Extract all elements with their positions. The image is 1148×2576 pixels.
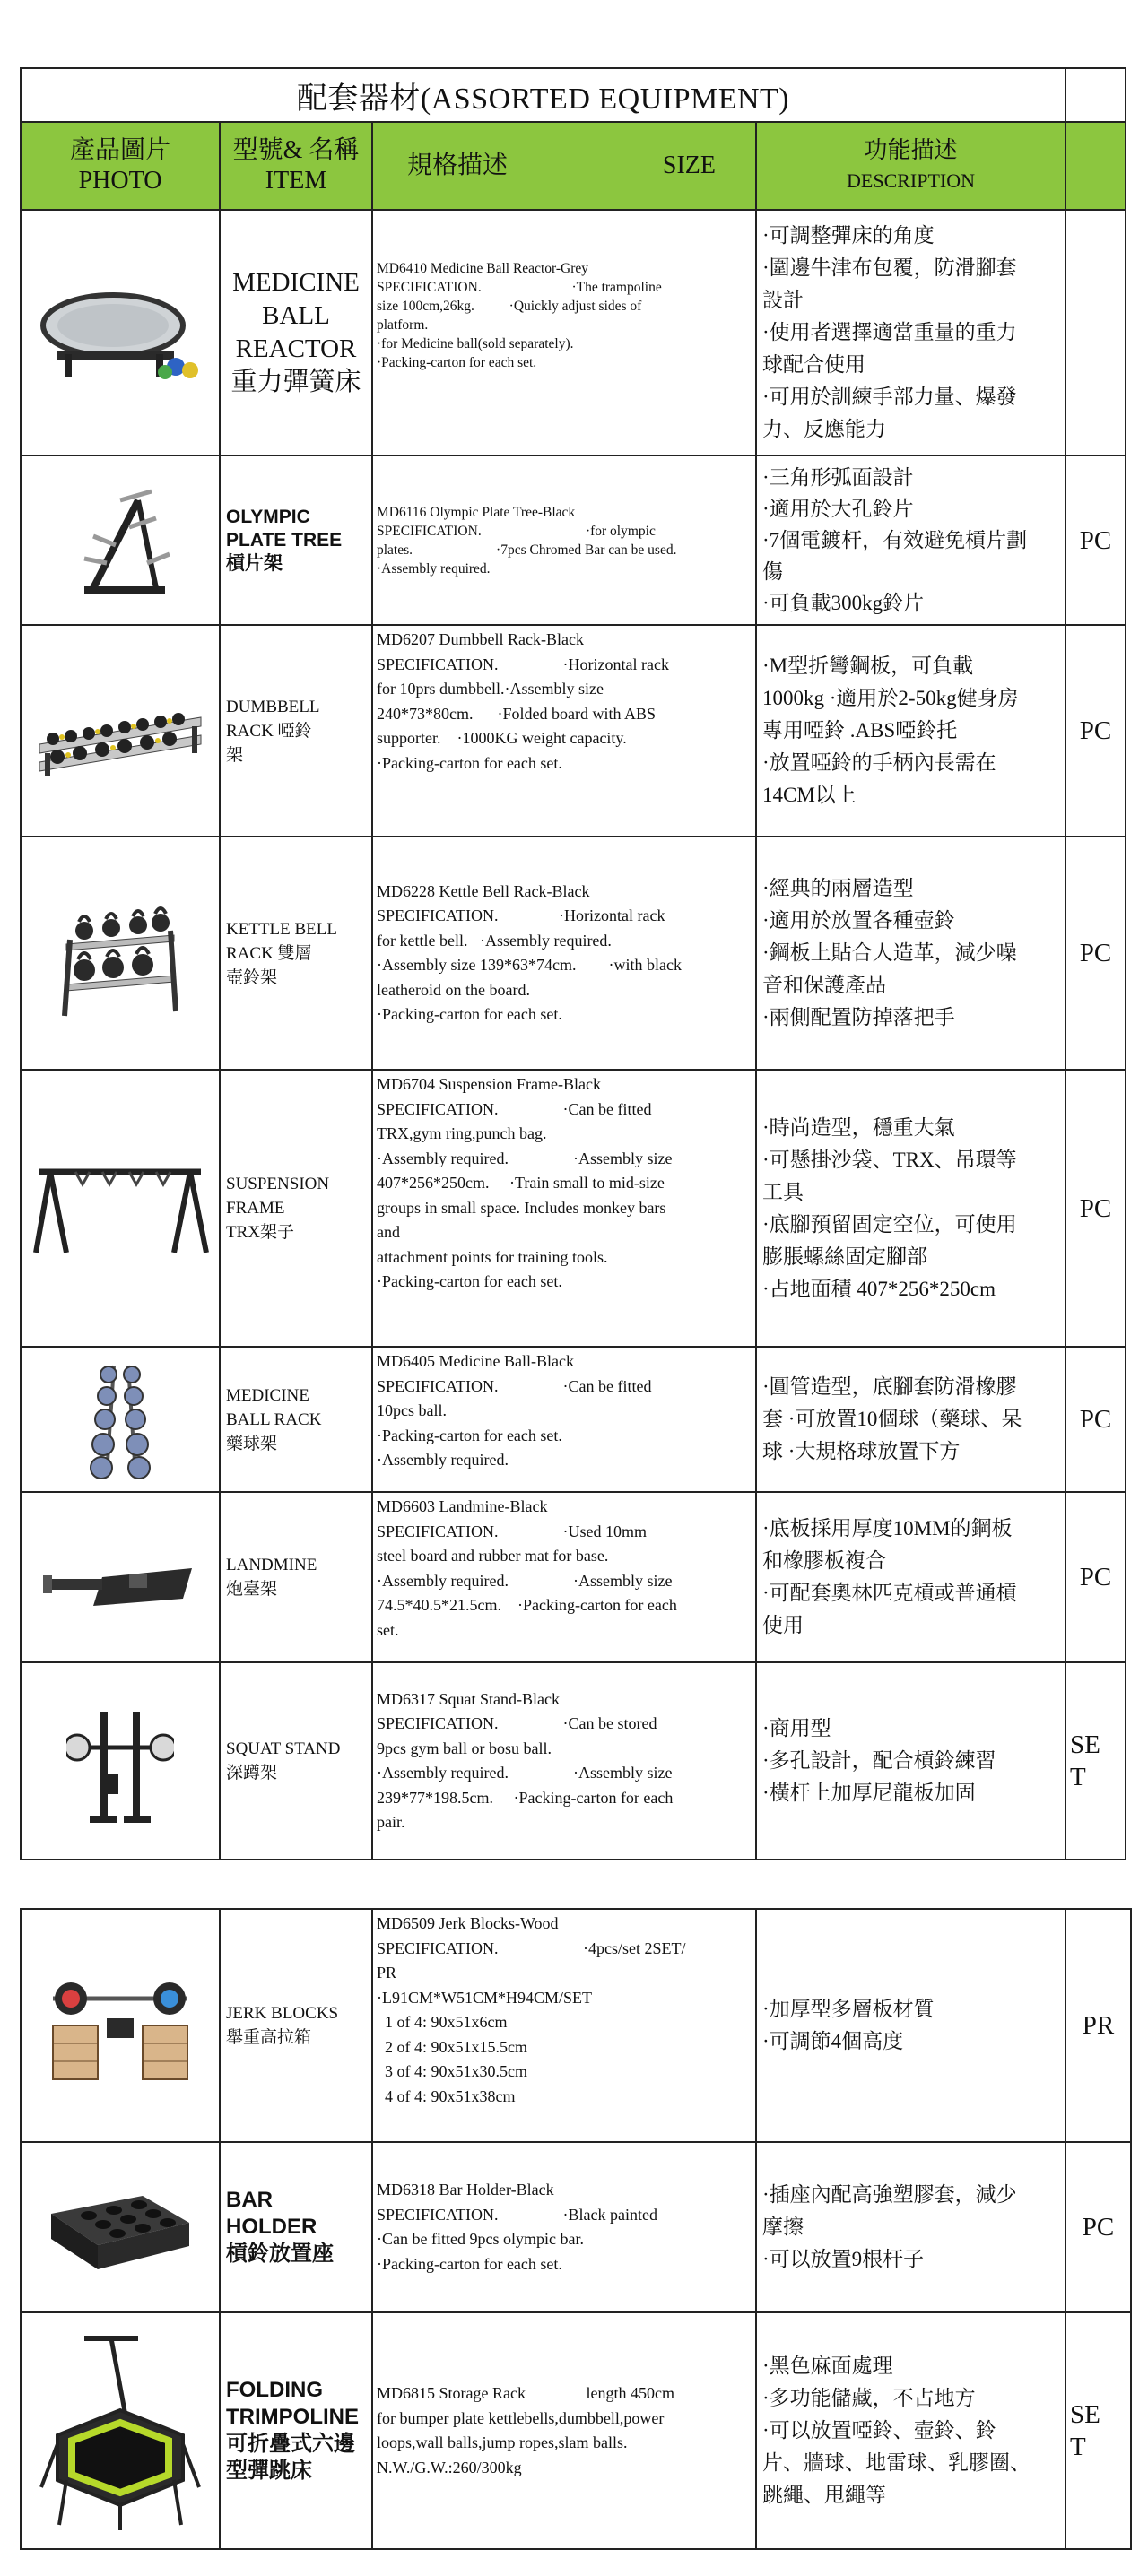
unit-cell: PC (1065, 1347, 1126, 1492)
item-cell (220, 210, 372, 455)
desc-line: 球 ·大規格球放置下方 (762, 1440, 961, 1462)
desc-cell (756, 2312, 1065, 2549)
item-line: TRIMPOLINE (226, 2405, 359, 2429)
item-line: KETTLE BELL (226, 919, 337, 939)
spec-line: plates. ·7pcs Chromed Bar can be used. (377, 542, 677, 558)
item-line: OLYMPIC (226, 506, 310, 527)
spec-line: ·Packing-carton for each set. (377, 1426, 562, 1444)
item-line: TRX架子 (226, 1223, 295, 1242)
header-desc-en: DESCRIPTION (847, 169, 976, 192)
plate-tree-image (66, 482, 174, 599)
item-line: 型彈跳床 (226, 2459, 312, 2483)
desc-line: 套 ·可放置10個球（藥球、呆 (762, 1408, 1022, 1430)
spec-line: MD6318 Bar Holder-Black (377, 2181, 554, 2199)
header-row (21, 122, 1126, 210)
medicine-ball-rack-image (80, 1357, 161, 1482)
item-line: PLATE TREE (226, 529, 343, 551)
item-line: 可折疊式六邊 (226, 2432, 355, 2456)
desc-line: ·黑色麻面處理 (762, 2355, 893, 2377)
item-line: DUMBBELL (226, 697, 320, 716)
item-line: LANDMINE (226, 1556, 317, 1574)
spec-line: 4 of 4: 90x51x38cm (377, 2086, 516, 2105)
table-row (21, 1492, 1126, 1662)
desc-line: 片、牆球、地雷球、乳膠圈、 (762, 2451, 1031, 2474)
desc-line: ·適用於放置各種壺鈴 (762, 909, 955, 932)
unit-cell: PR (1065, 1909, 1131, 2142)
spec-cell (372, 1347, 756, 1492)
spec-line: for kettle bell. ·Assembly required. (377, 931, 612, 950)
desc-cell (756, 455, 1065, 625)
desc-line: 音和保護產品 (762, 974, 886, 996)
item-line: MEDICINE (232, 268, 360, 297)
spec-line: pair. (377, 1813, 405, 1831)
spec-line: SPECIFICATION. ·Can be stored (377, 1714, 657, 1732)
unit-cell: SE T (1065, 2312, 1131, 2549)
spec-line: 3 of 4: 90x51x30.5cm (377, 2062, 527, 2080)
desc-line: 摩擦 (762, 2216, 804, 2238)
spec-cell (372, 1662, 756, 1860)
spec-line: SPECIFICATION. ·Horizontal rack (377, 906, 665, 924)
spec-line: loops,wall balls,jump ropes,slam balls. (377, 2433, 628, 2451)
spec-line: MD6410 Medicine Ball Reactor-Grey (377, 261, 588, 276)
desc-line: ·圍邊牛津布包覆，防滑腳套 (762, 256, 1017, 279)
item-line: 炮臺架 (226, 1580, 278, 1599)
desc-line: ·7個電鍍杆，有效避免槓片劃 (762, 529, 1028, 551)
desc-cell (756, 625, 1065, 837)
desc-line: 球配合使用 (762, 353, 865, 376)
kettlebell-rack-image (57, 886, 183, 1020)
jerk-blocks-image (44, 1963, 196, 2088)
desc-line: ·可配套奧林匹克槓或普通槓 (762, 1582, 1017, 1604)
item-line: RACK 雙層 (226, 943, 312, 963)
header-desc-zh: 功能描述 (864, 137, 958, 163)
spec-cell (372, 1492, 756, 1662)
spec-line: MD6317 Squat Stand-Black (377, 1689, 560, 1708)
spec-line: MD6207 Dumbbell Rack-Black (377, 630, 584, 648)
desc-line: 設計 (762, 289, 804, 311)
header-spec-zh: 規格描述 (407, 152, 509, 179)
desc-cell (756, 1492, 1065, 1662)
unit-cell: PC (1065, 1070, 1126, 1347)
spec-line: SPECIFICATION. ·Can be fitted (377, 1376, 652, 1395)
spec-line: MD6815 Storage Rack length 450cm (377, 2384, 674, 2402)
product-photo (21, 210, 220, 455)
desc-cell (756, 837, 1065, 1070)
item-line: SUSPENSION (226, 1175, 330, 1193)
item-line: FRAME (226, 1199, 285, 1218)
product-photo (21, 1347, 220, 1492)
blank-cell (1065, 68, 1126, 122)
spec-line: ·L91CM*W51CM*H94CM/SET (377, 1988, 593, 2007)
desc-line: 使用 (762, 1614, 804, 1636)
table-row (21, 2312, 1131, 2549)
header-photo-zh: 產品圖片 (69, 136, 170, 164)
desc-line: ·底腳預留固定空位，可使用 (762, 1212, 1017, 1236)
desc-line: ·三角形弧面設計 (762, 466, 914, 489)
desc-line: 跳繩、甩繩等 (762, 2484, 886, 2506)
table-row (21, 837, 1126, 1070)
spec-line: MD6228 Kettle Bell Rack-Black (377, 881, 590, 900)
spec-line: 9pcs gym ball or bosu ball. (377, 1739, 552, 1757)
desc-cell (756, 210, 1065, 455)
spec-line: ·Assembly required. (377, 560, 491, 577)
header-item-zh: 型號& 名稱 (232, 136, 360, 164)
spec-line: size 100cm,26kg. ·Quickly adjust sides of (377, 299, 642, 314)
item-line: MEDICINE (226, 1385, 309, 1405)
spec-line: 1 of 4: 90x51x6cm (377, 2013, 508, 2031)
desc-line: ·可調節4個高度 (762, 2030, 904, 2052)
item-cell (220, 625, 372, 837)
spec-line: MD6704 Suspension Frame-Black (377, 1075, 601, 1093)
squat-stand-image (66, 1694, 174, 1828)
spec-line: groups in small space. Includes monkey bars (377, 1198, 666, 1217)
spec-line: leatheroid on the board. (377, 980, 530, 999)
spec-line: ·Assembly size 139*63*74cm. ·with black (377, 956, 682, 974)
folding-trampoline-image (30, 2328, 210, 2534)
spec-line: MD6603 Landmine-Black (377, 1497, 548, 1515)
desc-line: ·底板採用厚度10MM的鋼板 (762, 1517, 1013, 1540)
desc-line: ·可調整彈床的角度 (762, 224, 935, 247)
desc-line: 14CM以上 (762, 784, 857, 806)
spec-line: ·Assembly required. ·Assembly size (377, 1764, 673, 1782)
spec-line: supporter. ·1000KG weight capacity. (377, 729, 627, 747)
product-photo (21, 2142, 220, 2312)
item-line: 重力彈簧床 (230, 368, 361, 396)
desc-cell (756, 1662, 1065, 1860)
spec-line: 74.5*40.5*21.5cm. ·Packing-carton for each (377, 1596, 677, 1614)
table-row (21, 1909, 1131, 2142)
equipment-table-2 (20, 1908, 1132, 2550)
desc-line: 1000kg ·適用於2-50kg健身房 (762, 687, 1019, 709)
spec-cell (372, 2142, 756, 2312)
desc-line: ·圓管造型，底腳套防滑橡膠 (762, 1375, 1017, 1398)
spec-line: SPECIFICATION. ·for olympic (377, 523, 656, 539)
desc-line: ·經典的兩層造型 (762, 877, 914, 899)
desc-line: 力、反應能力 (762, 418, 886, 440)
item-cell (220, 1492, 372, 1662)
item-line: JERK BLOCKS (226, 2004, 339, 2023)
unit-cell: PC (1065, 837, 1126, 1070)
header-photo-en: PHOTO (78, 167, 162, 195)
desc-line: ·多功能儲藏，不占地方 (762, 2387, 976, 2409)
suspension-frame-image (30, 1159, 210, 1258)
item-cell (220, 1347, 372, 1492)
unit-cell: SE T (1065, 1662, 1126, 1860)
unit-cell (1065, 210, 1126, 455)
desc-line: ·時尚造型，穩重大氣 (762, 1115, 955, 1139)
desc-line: ·使用者選擇適當重量的重力 (762, 321, 1017, 343)
desc-line: ·橫杆上加厚尼龍板加固 (762, 1782, 976, 1804)
desc-line: 工具 (762, 1180, 804, 1203)
item-cell (220, 455, 372, 625)
landmine-image (39, 1541, 201, 1613)
desc-cell (756, 1909, 1065, 2142)
item-line: FOLDING (226, 2378, 323, 2402)
header-photo (21, 122, 220, 210)
item-line: HOLDER (226, 2215, 317, 2239)
desc-line: ·放置啞鈴的手柄內長需在 (762, 751, 996, 774)
header-spec-desc (372, 122, 1065, 210)
desc-line: ·商用型 (762, 1717, 831, 1739)
spec-line: ·Packing-carton for each set. (377, 2254, 562, 2273)
spec-line: attachment points for training tools. (377, 1247, 608, 1266)
equipment-table (20, 67, 1126, 1860)
item-line: SQUAT STAND (226, 1739, 341, 1758)
spec-cell (372, 2312, 756, 2549)
spec-line: ·Can be fitted 9pcs olympic bar. (377, 2230, 584, 2248)
table-row (21, 1070, 1126, 1347)
product-photo (21, 1070, 220, 1347)
item-line: 槓鈴放置座 (226, 2242, 334, 2266)
product-photo (21, 1492, 220, 1662)
desc-line: ·可以放置啞鈴、壺鈴、鈴 (762, 2419, 996, 2442)
item-line: 槓片架 (226, 552, 283, 574)
spec-line: 2 of 4: 90x51x15.5cm (377, 2037, 527, 2056)
unit-cell: PC (1065, 1492, 1126, 1662)
spec-cell (372, 837, 756, 1070)
item-cell (220, 1070, 372, 1347)
spec-line: MD6405 Medicine Ball-Black (377, 1352, 574, 1370)
desc-line: ·多孔設計，配合槓鈴練習 (762, 1749, 996, 1772)
spec-line: for bumper plate kettlebells,dumbbell,power (377, 2408, 665, 2427)
item-line: 深蹲架 (226, 1764, 278, 1782)
spec-line: for 10prs dumbbell.·Assembly size (377, 680, 604, 698)
spec-line: SPECIFICATION. ·Horizontal rack (377, 655, 669, 673)
product-photo (21, 1662, 220, 1860)
spec-line: and (377, 1223, 400, 1241)
table-row (21, 2142, 1131, 2312)
spec-line: 239*77*198.5cm. ·Packing-carton for each (377, 1788, 674, 1807)
spec-line: SPECIFICATION. ·Black painted (377, 2205, 657, 2224)
desc-cell (756, 1347, 1065, 1492)
spec-line: SPECIFICATION. ·The trampoline (377, 280, 662, 295)
item-line: 架 (226, 745, 244, 765)
product-photo (21, 2312, 220, 2549)
spec-line: MD6116 Olympic Plate Tree-Black (377, 504, 576, 520)
spec-cell (372, 625, 756, 837)
spec-line: ·Assembly required. ·Assembly size (377, 1149, 673, 1167)
desc-line: ·鋼板上貼合人造革，減少噪 (762, 941, 1017, 964)
spec-line: 407*256*250cm. ·Train small to mid-size (377, 1174, 665, 1192)
item-cell (220, 837, 372, 1070)
desc-line: 膨脹螺絲固定腳部 (762, 1245, 927, 1268)
table-row (21, 455, 1126, 625)
table-row (21, 1662, 1126, 1860)
spec-cell (372, 455, 756, 625)
table-row (21, 1347, 1126, 1492)
desc-cell (756, 1070, 1065, 1347)
spec-line: ·Packing-carton for each set. (377, 753, 562, 772)
product-photo (21, 837, 220, 1070)
trampoline-reactor-image (30, 279, 210, 386)
item-line: 壺鈴架 (226, 967, 278, 987)
item-line: BAR (226, 2188, 273, 2212)
spec-line: PR (377, 1964, 397, 1982)
spec-line: ·Assembly required. (377, 1451, 509, 1469)
header-size: SIZE (662, 152, 716, 179)
desc-line: ·占地面積 407*256*250cm (762, 1277, 996, 1300)
desc-line: 專用啞鈴 .ABS啞鈴托 (762, 719, 958, 742)
desc-line: ·插座內配高強塑膠套，減少 (762, 2183, 1017, 2206)
table-row (21, 210, 1126, 455)
item-line: REACTOR (235, 334, 357, 363)
spec-line: ·Packing-carton for each set. (377, 1005, 562, 1023)
unit-cell: PC (1065, 2142, 1131, 2312)
header-unit (1065, 122, 1126, 210)
spec-line: 240*73*80cm. ·Folded board with ABS (377, 704, 656, 723)
unit-cell: PC (1065, 625, 1126, 837)
spec-line: SPECIFICATION. ·Used 10mm (377, 1522, 648, 1540)
spec-line: ·Assembly required. ·Assembly size (377, 1571, 673, 1590)
desc-cell (756, 2142, 1065, 2312)
item-cell (220, 1662, 372, 1860)
header-item (220, 122, 372, 210)
item-cell (220, 2312, 372, 2549)
spec-line: steel board and rubber mat for base. (377, 1547, 609, 1565)
header-item-en: ITEM (265, 167, 327, 195)
desc-line: 和橡膠板複合 (762, 1549, 886, 1572)
item-cell (220, 2142, 372, 2312)
desc-line: ·可以放置9根杆子 (762, 2248, 925, 2270)
table-title: 配套器材(ASSORTED EQUIPMENT) (21, 68, 1065, 122)
spec-line: ·Packing-carton for each set. (377, 1272, 562, 1290)
spec-line: set. (377, 1620, 399, 1639)
dumbbell-rack-image (30, 681, 210, 780)
spec-cell (372, 1909, 756, 2142)
spec-line: ·Packing-carton for each set. (377, 355, 537, 370)
table-row (21, 625, 1126, 837)
spec-line: TRX,gym ring,punch bag. (377, 1124, 547, 1142)
spec-line: SPECIFICATION. ·4pcs/set 2SET/ (377, 1939, 686, 1957)
desc-line: ·M型折彎鋼板，可負載 (762, 655, 974, 677)
item-line: BALL RACK (226, 1409, 322, 1429)
product-photo (21, 1909, 220, 2142)
product-photo (21, 455, 220, 625)
spec-line: MD6509 Jerk Blocks-Wood (377, 1914, 559, 1932)
desc-line: ·可懸掛沙袋、TRX、吊環等 (762, 1148, 1017, 1171)
desc-line: ·兩側配置防掉落把手 (762, 1006, 955, 1028)
spec-line: platform. (377, 317, 429, 333)
spec-line: SPECIFICATION. ·Can be fitted (377, 1099, 652, 1118)
spec-line: N.W./G.W.:260/300kg (377, 2458, 522, 2476)
item-line: BALL (262, 301, 330, 330)
desc-line: ·可用於訓練手部力量、爆發 (762, 386, 1017, 408)
item-line: 藥球架 (226, 1434, 278, 1453)
spec-line: ·for Medicine ball(sold separately). (377, 336, 574, 351)
bar-holder-image (44, 2178, 196, 2277)
item-line: RACK 啞鈴 (226, 721, 312, 741)
spec-line: 10pcs ball. (377, 1401, 447, 1419)
desc-line: ·可負載300kg鈴片 (762, 592, 925, 614)
desc-line: ·加厚型多層板材質 (762, 1998, 935, 2020)
product-photo (21, 625, 220, 837)
spec-cell (372, 210, 756, 455)
unit-cell: PC (1065, 455, 1126, 625)
item-line: 舉重高拉箱 (226, 2028, 312, 2047)
desc-line: ·適用於大孔鈴片 (762, 498, 914, 520)
item-cell (220, 1909, 372, 2142)
desc-line: 傷 (762, 560, 783, 583)
spec-cell (372, 1070, 756, 1347)
